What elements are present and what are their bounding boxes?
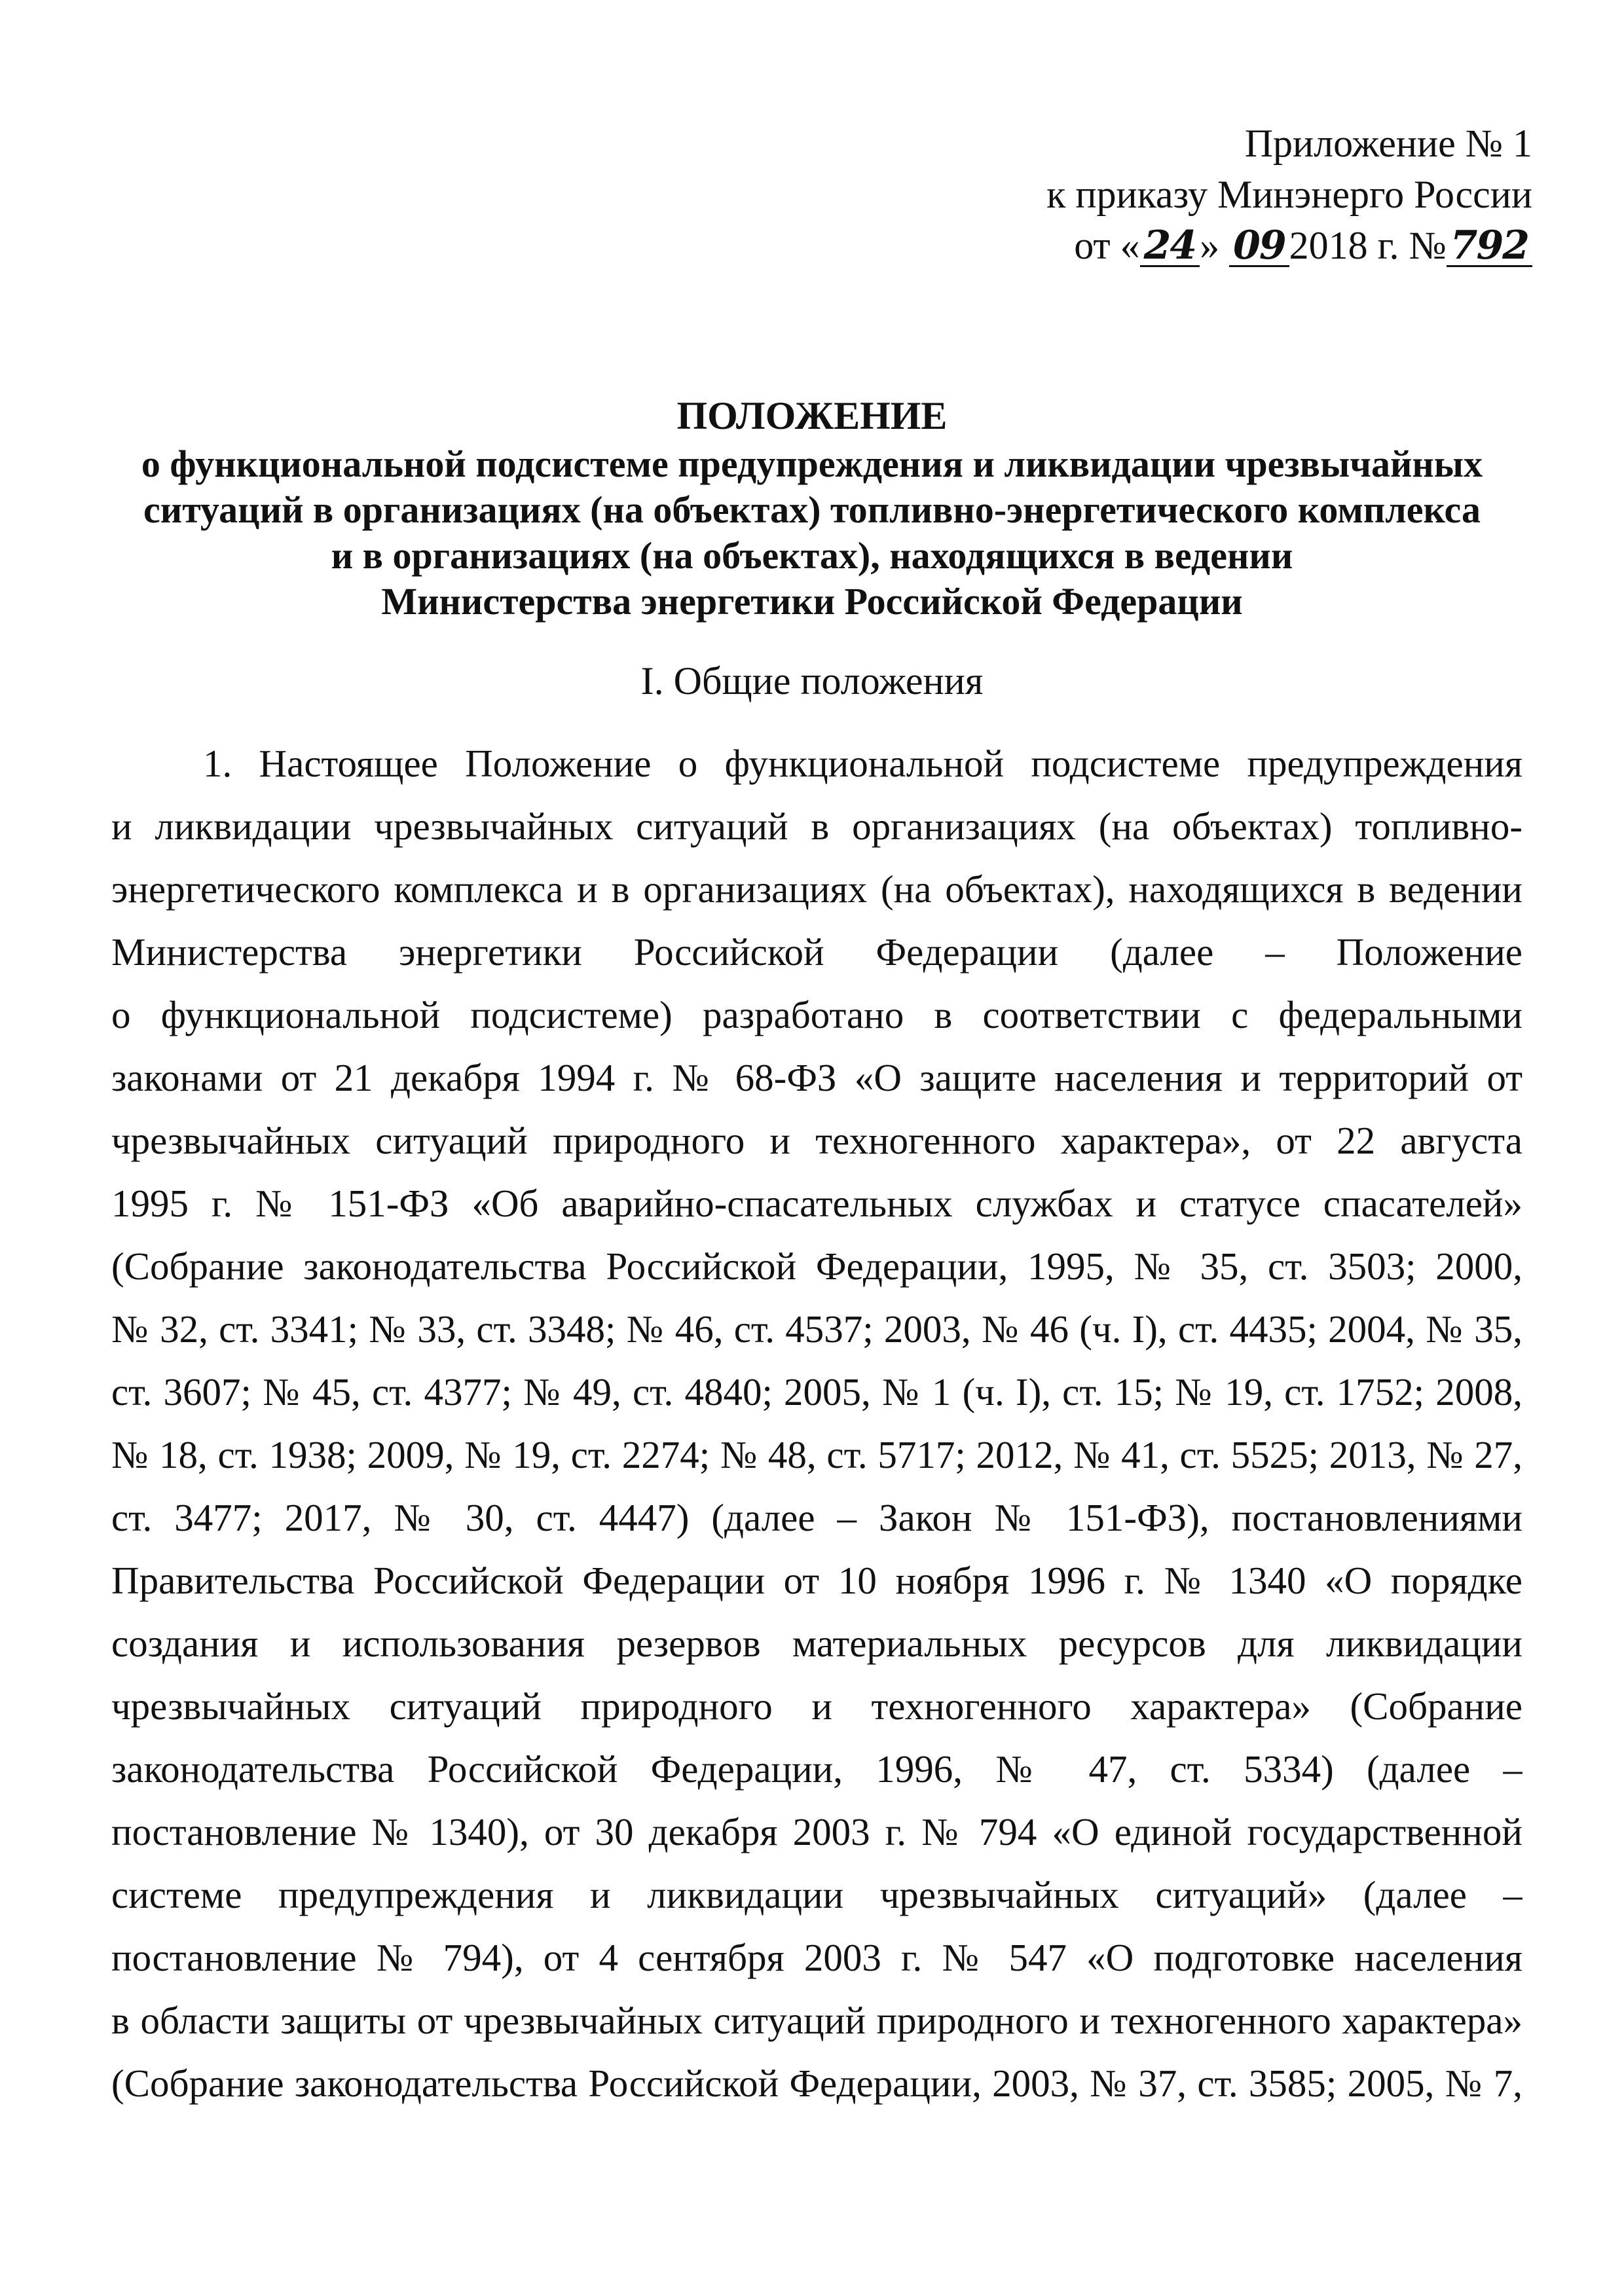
document-title [98,393,1526,625]
title-line: и в организациях (на объектах), находящихся в ведении [331,534,1293,577]
paragraph-line: законами от 21 декабря 1994 г. № 68-ФЗ «О защите населения и территорий от [111,1056,1522,1099]
handwritten-day: 24 [1140,226,1200,267]
title-main: ПОЛОЖЕНИЕ [676,394,948,437]
paragraph-line: постановление № 1340), от 30 декабря 2003 г. № 794 «О единой государственной [111,1810,1522,1853]
paragraph-line: и ликвидации чрезвычайных ситуаций в организациях (на объектах) топливно- [111,805,1522,848]
paragraph-line: ст. 3607; № 45, ст. 4377; № 49, ст. 4840; 2005, № 1 (ч. I), ст. 15; № 19, ст. 1752; 2008, [111,1370,1522,1413]
appendix-number: Приложение № 1 [1244,122,1532,165]
paragraph-line: о функциональной подсистеме) разработано в соответствии с федеральными [111,993,1522,1036]
paragraph-line: 1995 г. № 151-ФЗ «Об аварийно-спасательных службах и статусе спасателей» [111,1182,1522,1225]
paragraph-line: создания и использования резервов материальных ресурсов для ликвидации [111,1622,1522,1665]
paragraph-line: № 32, ст. 3341; № 33, ст. 3348; № 46, ст. 4537; 2003, № 46 (ч. I), ст. 4435; 2004, № 35, [111,1307,1522,1351]
handwritten-number: 792 [1447,226,1532,267]
paragraph-line: чрезвычайных ситуаций природного и техногенного характера», от 22 августа [111,1119,1522,1162]
appendix-date-line [1008,220,1532,271]
paragraph-line: энергетического комплекса и в организациях (на объектах), находящихся в ведении [111,867,1522,911]
paragraph-line: 1. Настоящее Положение о функциональной подсистеме предупреждения [203,742,1522,785]
date-mid: » [1200,224,1230,267]
date-prefix: от « [1074,224,1140,267]
paragraph-line: постановление № 794), от 4 сентября 2003 г. № 547 «О подготовке населения [111,1936,1522,1979]
title-line: ситуаций в организациях (на объектах) топливно-энергетического комплекса [143,488,1481,531]
handwritten-month: 09 [1229,226,1289,267]
title-line: Министерства энергетики Российской Федерации [381,580,1243,623]
paragraph-line: системе предупреждения и ликвидации чрезвычайных ситуаций» (далее – [111,1873,1522,1916]
paragraph-line: законодательства Российской Федерации, 1996, № 47, ст. 5334) (далее – [111,1747,1522,1791]
section-heading: I. Общие положения [640,659,984,702]
title-line: о функциональной подсистеме предупреждения и ликвидации чрезвычайных [141,443,1483,485]
date-year: 2018 г. № [1289,224,1447,267]
paragraph-line: Министерства энергетики Российской Федерации (далее – Положение [111,930,1522,974]
paragraph-line: (Собрание законодательства Российской Федерации, 1995, № 35, ст. 3503; 2000, [111,1245,1522,1288]
paragraph-line: в области защиты от чрезвычайных ситуаций природного и техногенного характера» [111,1999,1522,2042]
paragraph-1 [111,732,1522,2115]
paragraph-line: (Собрание законодательства Российской Федерации, 2003, № 37, ст. 3585; 2005, № 7, [111,2062,1522,2105]
paragraph-line: № 18, ст. 1938; 2009, № 19, ст. 2274; № 48, ст. 5717; 2012, № 41, ст. 5525; 2013, № 27, [111,1433,1522,1476]
appendix-order-ref: к приказу Минэнерго России [1046,173,1532,216]
paragraph-line: Правительства Российской Федерации от 10 ноября 1996 г. № 1340 «О порядке [111,1559,1522,1602]
appendix-header [1008,118,1532,271]
paragraph-line: чрезвычайных ситуаций природного и техногенного характера» (Собрание [111,1685,1522,1728]
paragraph-line: ст. 3477; 2017, № 30, ст. 4447) (далее – Закон № 151-ФЗ), постановлениями [111,1496,1522,1539]
